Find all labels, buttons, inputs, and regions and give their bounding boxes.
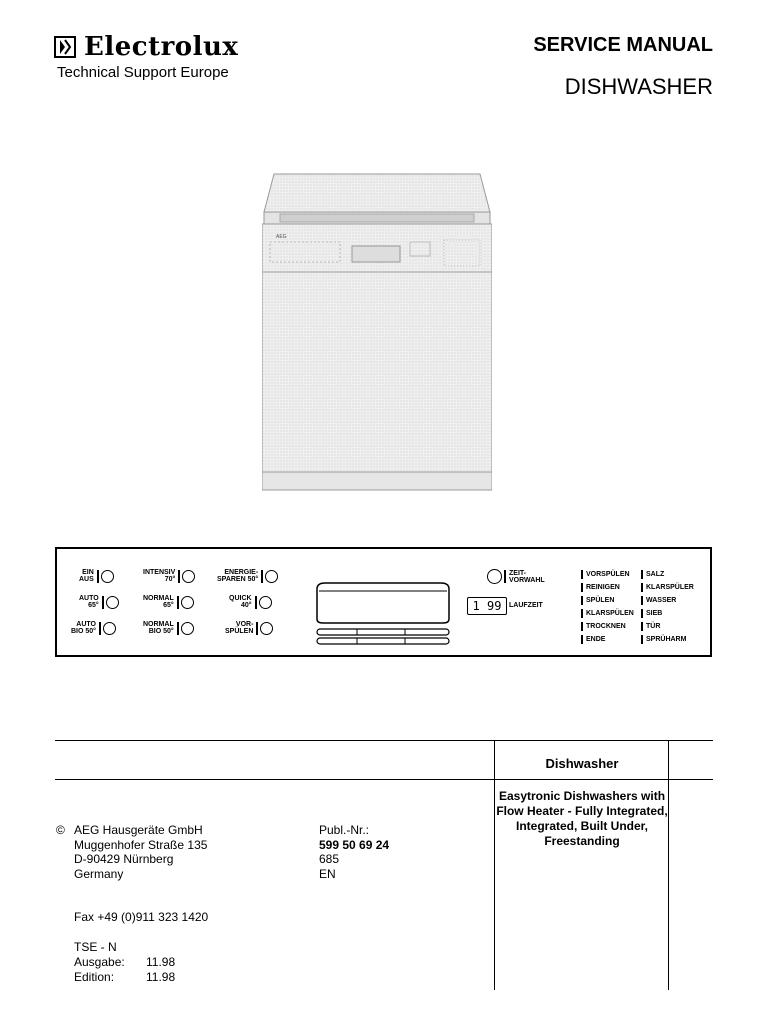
control-panel-diagram bbox=[55, 547, 712, 657]
knob-icon bbox=[178, 570, 195, 583]
brand-name: Electrolux bbox=[84, 32, 239, 62]
table-divider-left bbox=[494, 740, 495, 990]
timer-button: ZEIT- VORWAHL bbox=[487, 569, 545, 584]
edition-value: 11.98 bbox=[146, 970, 176, 984]
door-handle-icon bbox=[313, 579, 453, 649]
knob-icon bbox=[97, 570, 114, 583]
publ-label: Publ.-Nr.: bbox=[319, 823, 370, 837]
program-button-energiesparen-50: ENERGIE- SPAREN 50° bbox=[217, 569, 278, 583]
city: D-90429 Nürnberg bbox=[74, 852, 174, 866]
knob-icon bbox=[177, 596, 194, 609]
status-indicator: TROCKNEN bbox=[581, 622, 626, 631]
fax-number: Fax +49 (0)911 323 1420 bbox=[74, 910, 209, 924]
warning-indicator: WASSER bbox=[641, 596, 676, 605]
program-button-normal-65: NORMAL 65° bbox=[143, 595, 194, 609]
knob-icon bbox=[177, 622, 194, 635]
status-indicator: KLARSPÜLEN bbox=[581, 609, 634, 618]
publ-number: 599 50 69 24 bbox=[319, 837, 390, 852]
company-name: AEG Hausgeräte GmbH bbox=[74, 823, 203, 837]
warning-indicator: SPRÜHARM bbox=[641, 635, 686, 644]
country: Germany bbox=[74, 866, 124, 881]
product-title: Dishwasher bbox=[545, 756, 619, 771]
status-indicator: VORSPÜLEN bbox=[581, 570, 630, 579]
tse-code: TSE - N bbox=[74, 940, 117, 954]
electrolux-logo bbox=[54, 32, 238, 62]
ausgabe-label: Ausgabe: bbox=[74, 955, 125, 969]
tagline: Technical Support Europe bbox=[57, 64, 229, 81]
company-address bbox=[74, 823, 207, 881]
document-subtitle: DISHWASHER bbox=[564, 74, 713, 99]
warning-indicator: TÜR bbox=[641, 622, 660, 631]
copyright-symbol: © bbox=[56, 823, 65, 837]
knob-icon bbox=[256, 622, 273, 635]
status-indicator: ENDE bbox=[581, 635, 605, 644]
street: Muggenhofer Straße 135 bbox=[74, 837, 208, 852]
program-button-quick-40: QUICK 40° bbox=[229, 595, 272, 609]
electrolux-logo-icon bbox=[54, 36, 76, 58]
program-button-auto-65: AUTO 65° bbox=[79, 595, 119, 609]
program-button-intensiv-70: INTENSIV 70° bbox=[143, 569, 195, 583]
time-display: 1 99 bbox=[467, 597, 507, 615]
warning-indicator: SIEB bbox=[641, 609, 662, 618]
aeg-badge: AEG bbox=[276, 234, 287, 240]
status-indicator: REINIGEN bbox=[581, 583, 620, 592]
knob-icon bbox=[99, 622, 116, 635]
status-indicator: SPÜLEN bbox=[581, 596, 614, 605]
publ-code: 685 bbox=[319, 852, 340, 866]
table-mid-rule bbox=[55, 779, 713, 780]
warning-indicator: KLARSPÜLER bbox=[641, 583, 694, 592]
program-button-normal-bio-50: NORMAL BIO 50° bbox=[143, 621, 194, 635]
warning-indicator: SALZ bbox=[641, 570, 664, 579]
dishwasher-illustration bbox=[262, 172, 492, 492]
program-button-auto-bio-50: AUTO BIO 50° bbox=[71, 621, 116, 635]
document-title: SERVICE MANUAL bbox=[533, 34, 713, 56]
knob-icon bbox=[261, 570, 278, 583]
knob-icon bbox=[487, 569, 506, 584]
edition-label: Edition: bbox=[74, 970, 115, 984]
program-button-vorspuelen: VOR- SPÜLEN bbox=[225, 621, 273, 635]
publication-info bbox=[319, 823, 389, 881]
knob-icon bbox=[102, 596, 119, 609]
program-button-on-off: EIN AUS bbox=[79, 569, 114, 583]
ausgabe-value: 11.98 bbox=[146, 955, 176, 969]
knob-icon bbox=[255, 596, 272, 609]
product-description: Easytronic Dishwashers with Flow Heater - Fully Integrated, Integrated, Built Under, Freestanding bbox=[496, 789, 668, 848]
table-top-rule bbox=[55, 740, 713, 741]
publ-language: EN bbox=[319, 866, 336, 881]
runtime-label: LAUFZEIT bbox=[509, 602, 543, 609]
table-divider-right bbox=[668, 740, 669, 990]
